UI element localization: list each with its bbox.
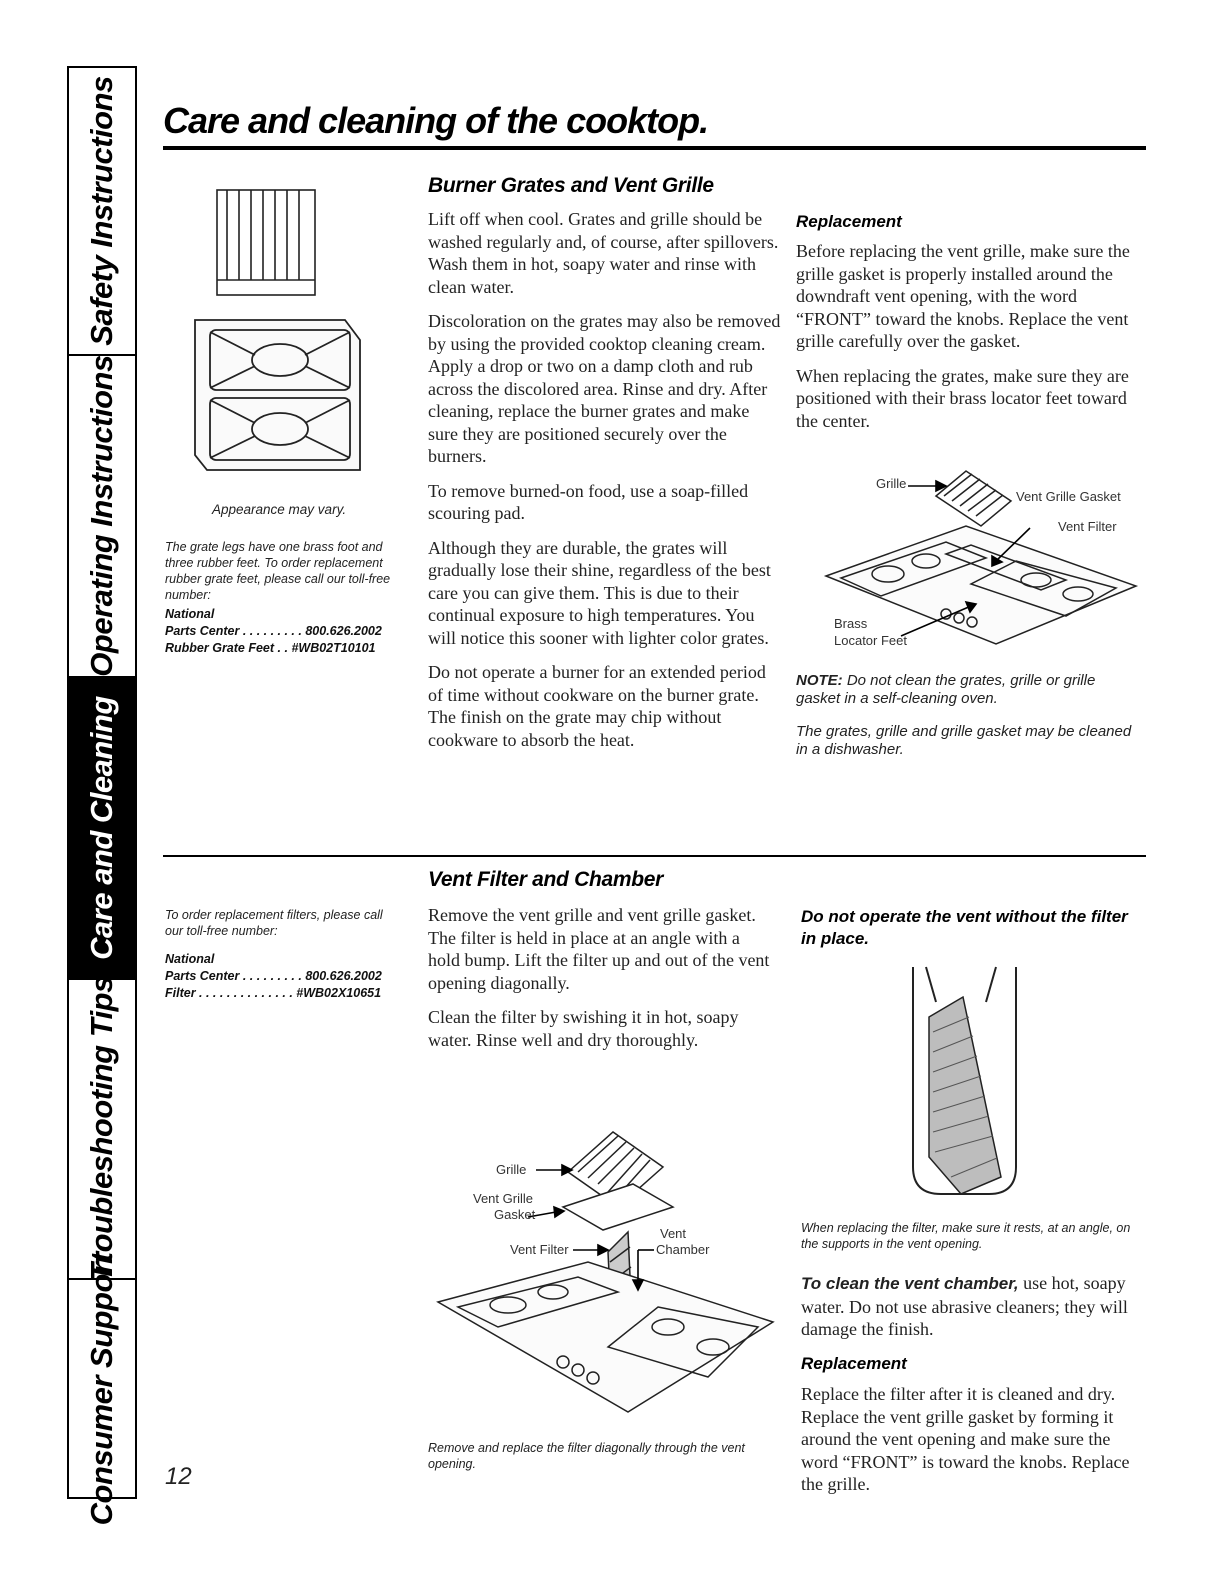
vent-chamber-cleaning — [801, 1272, 1141, 1341]
paragraph: Lift off when cool. Grates and grille should be washed regularly and, of course, after spillovers. Wash them in hot, soapy water and rinse with clean water. — [428, 209, 779, 297]
filter-support-illustration — [801, 962, 1151, 1197]
burner-grates-body — [428, 208, 783, 763]
grille-label: Grille — [496, 1162, 527, 1177]
paragraph: To remove burned-on food, use a soap-filled scouring pad. — [428, 480, 749, 523]
chamber-label: Chamber — [656, 1242, 710, 1257]
replacement-body — [796, 240, 1148, 444]
vent-filter-illustration — [428, 1112, 778, 1432]
parts-line: Rubber Grate Feet . . #WB02T10101 — [165, 641, 376, 655]
vent-grille-gasket-label: Vent Grille Gasket — [1016, 489, 1121, 504]
tab-operating-instructions[interactable] — [69, 356, 135, 678]
filter-warning-heading: Do not operate the vent without the filter in place. — [801, 907, 1128, 948]
rubber-feet-parts — [165, 606, 382, 657]
paragraph: Before replacing the vent grille, make sure the grille gasket is properly installed around the downdraft vent opening, with the word “FRONT” toward the knobs. Replace the vent grille carefully over the gasket. — [796, 241, 1130, 351]
note-label: NOTE: — [796, 672, 843, 689]
national-label: National — [165, 607, 215, 621]
vent-filter-body — [428, 904, 773, 1063]
burner-grates-heading: Burner Grates and Vent Grille — [428, 174, 714, 197]
filter-replacement-body: Replace the filter after it is cleaned and dry. Replace the vent grille gasket by forming it around the vent opening and make sure the word “FRONT” is toward the knobs. Replace the grille. — [801, 1384, 1130, 1494]
note-text: Do not clean the grates, grille or grille gasket in a self-cleaning oven. — [796, 672, 1096, 707]
grate-figure-caption: Appearance may vary. — [212, 502, 347, 517]
tab-care-and-cleaning[interactable] — [69, 678, 135, 980]
paragraph: Do not operate a burner for an extended period of time without cookware on the burner grate. The finish on the grate may chip without cookware to absorb the heat. — [428, 662, 766, 750]
section-divider — [163, 855, 1146, 857]
grate-illustration — [165, 170, 395, 490]
title-rule — [163, 146, 1146, 150]
filter-replacement-heading: Replacement — [801, 1354, 907, 1373]
paragraph: Remove the vent grille and vent grille gasket. The filter is held in place at an angle with a hold bump. Lift the filter up and out of the vent opening diagonally. — [428, 905, 770, 993]
grille-label: Grille — [876, 476, 907, 491]
paragraph: Although they are durable, the grates will gradually lose their shine, regardless of the best care you can give them. This is due to their continual exposure to high temperatures. You will notice this sooner with lighter color grates. — [428, 537, 771, 648]
vent-grille-label: Vent Grille — [473, 1191, 533, 1206]
tab-label: Troubleshooting Tips — [84, 976, 119, 1282]
parts-line: Parts Center . . . . . . . . . 800.626.2002 — [165, 969, 382, 983]
parts-line: Parts Center . . . . . . . . . 800.626.2002 — [165, 624, 382, 638]
vent-figure-caption: Remove and replace the filter diagonally through the vent opening. — [428, 1441, 745, 1471]
paragraph: When replacing the grates, make sure they are positioned with their brass locator feet toward the center. — [796, 365, 1129, 431]
tab-label: Safety Instructions — [84, 76, 119, 346]
cooktop-replacement-illustration — [796, 466, 1148, 656]
filter-support-caption: When replacing the filter, make sure it rests, at an angle, on the supports in the vent opening. — [801, 1221, 1131, 1251]
dishwasher-note: The grates, grille and grille gasket may be cleaned in a dishwasher. — [796, 723, 1132, 758]
tab-label: Operating Instructions — [84, 355, 119, 677]
vent-chamber-label: To clean the vent chamber, — [801, 1274, 1019, 1293]
filter-parts — [165, 951, 382, 1002]
section-tabs — [67, 66, 137, 1525]
vent-filter-heading: Vent Filter and Chamber — [428, 868, 664, 891]
tab-label: Care and Cleaning — [84, 696, 119, 960]
paragraph: Clean the filter by swishing it in hot, soapy water. Rinse well and dry thoroughly. — [428, 1007, 739, 1050]
parts-line: Filter . . . . . . . . . . . . . . #WB02X10651 — [165, 986, 382, 1000]
self-clean-note — [796, 672, 1136, 708]
tab-label: Consumer Support — [84, 1252, 119, 1525]
vent-label: Vent — [660, 1226, 687, 1241]
replacement-heading: Replacement — [796, 212, 902, 231]
vent-filter-label: Vent Filter — [510, 1242, 569, 1257]
tab-consumer-support[interactable] — [69, 1252, 135, 1525]
filter-order-note: To order replacement filters, please call our toll-free number: — [165, 908, 383, 938]
tab-troubleshooting-tips[interactable] — [69, 976, 135, 1282]
locator-feet-label: Locator Feet — [834, 633, 907, 648]
rubber-feet-note: The grate legs have one brass foot and three rubber feet. To order replacement rubber grate feet, please call our toll-free number: — [165, 540, 391, 602]
tab-safety-instructions[interactable] — [69, 68, 135, 356]
vent-filter-label: Vent Filter — [1058, 519, 1117, 534]
gasket-label: Gasket — [494, 1207, 536, 1222]
vent-chamber-text: use hot, soapy water. Do not use abrasive cleaners; they will damage the finish. — [801, 1273, 1128, 1339]
page-title: Care and cleaning of the cooktop. — [163, 100, 709, 141]
brass-label: Brass — [834, 616, 868, 631]
national-label: National — [165, 952, 215, 966]
paragraph: Discoloration on the grates may also be removed by using the provided cooktop cleaning cream. Apply a drop or two on a damp cloth and rub across the discolored area. Rinse and dry. After cleaning, replace the burner grates and make sure they are positioned securely over the burners. — [428, 311, 781, 466]
page-number: 12 — [165, 1463, 192, 1490]
